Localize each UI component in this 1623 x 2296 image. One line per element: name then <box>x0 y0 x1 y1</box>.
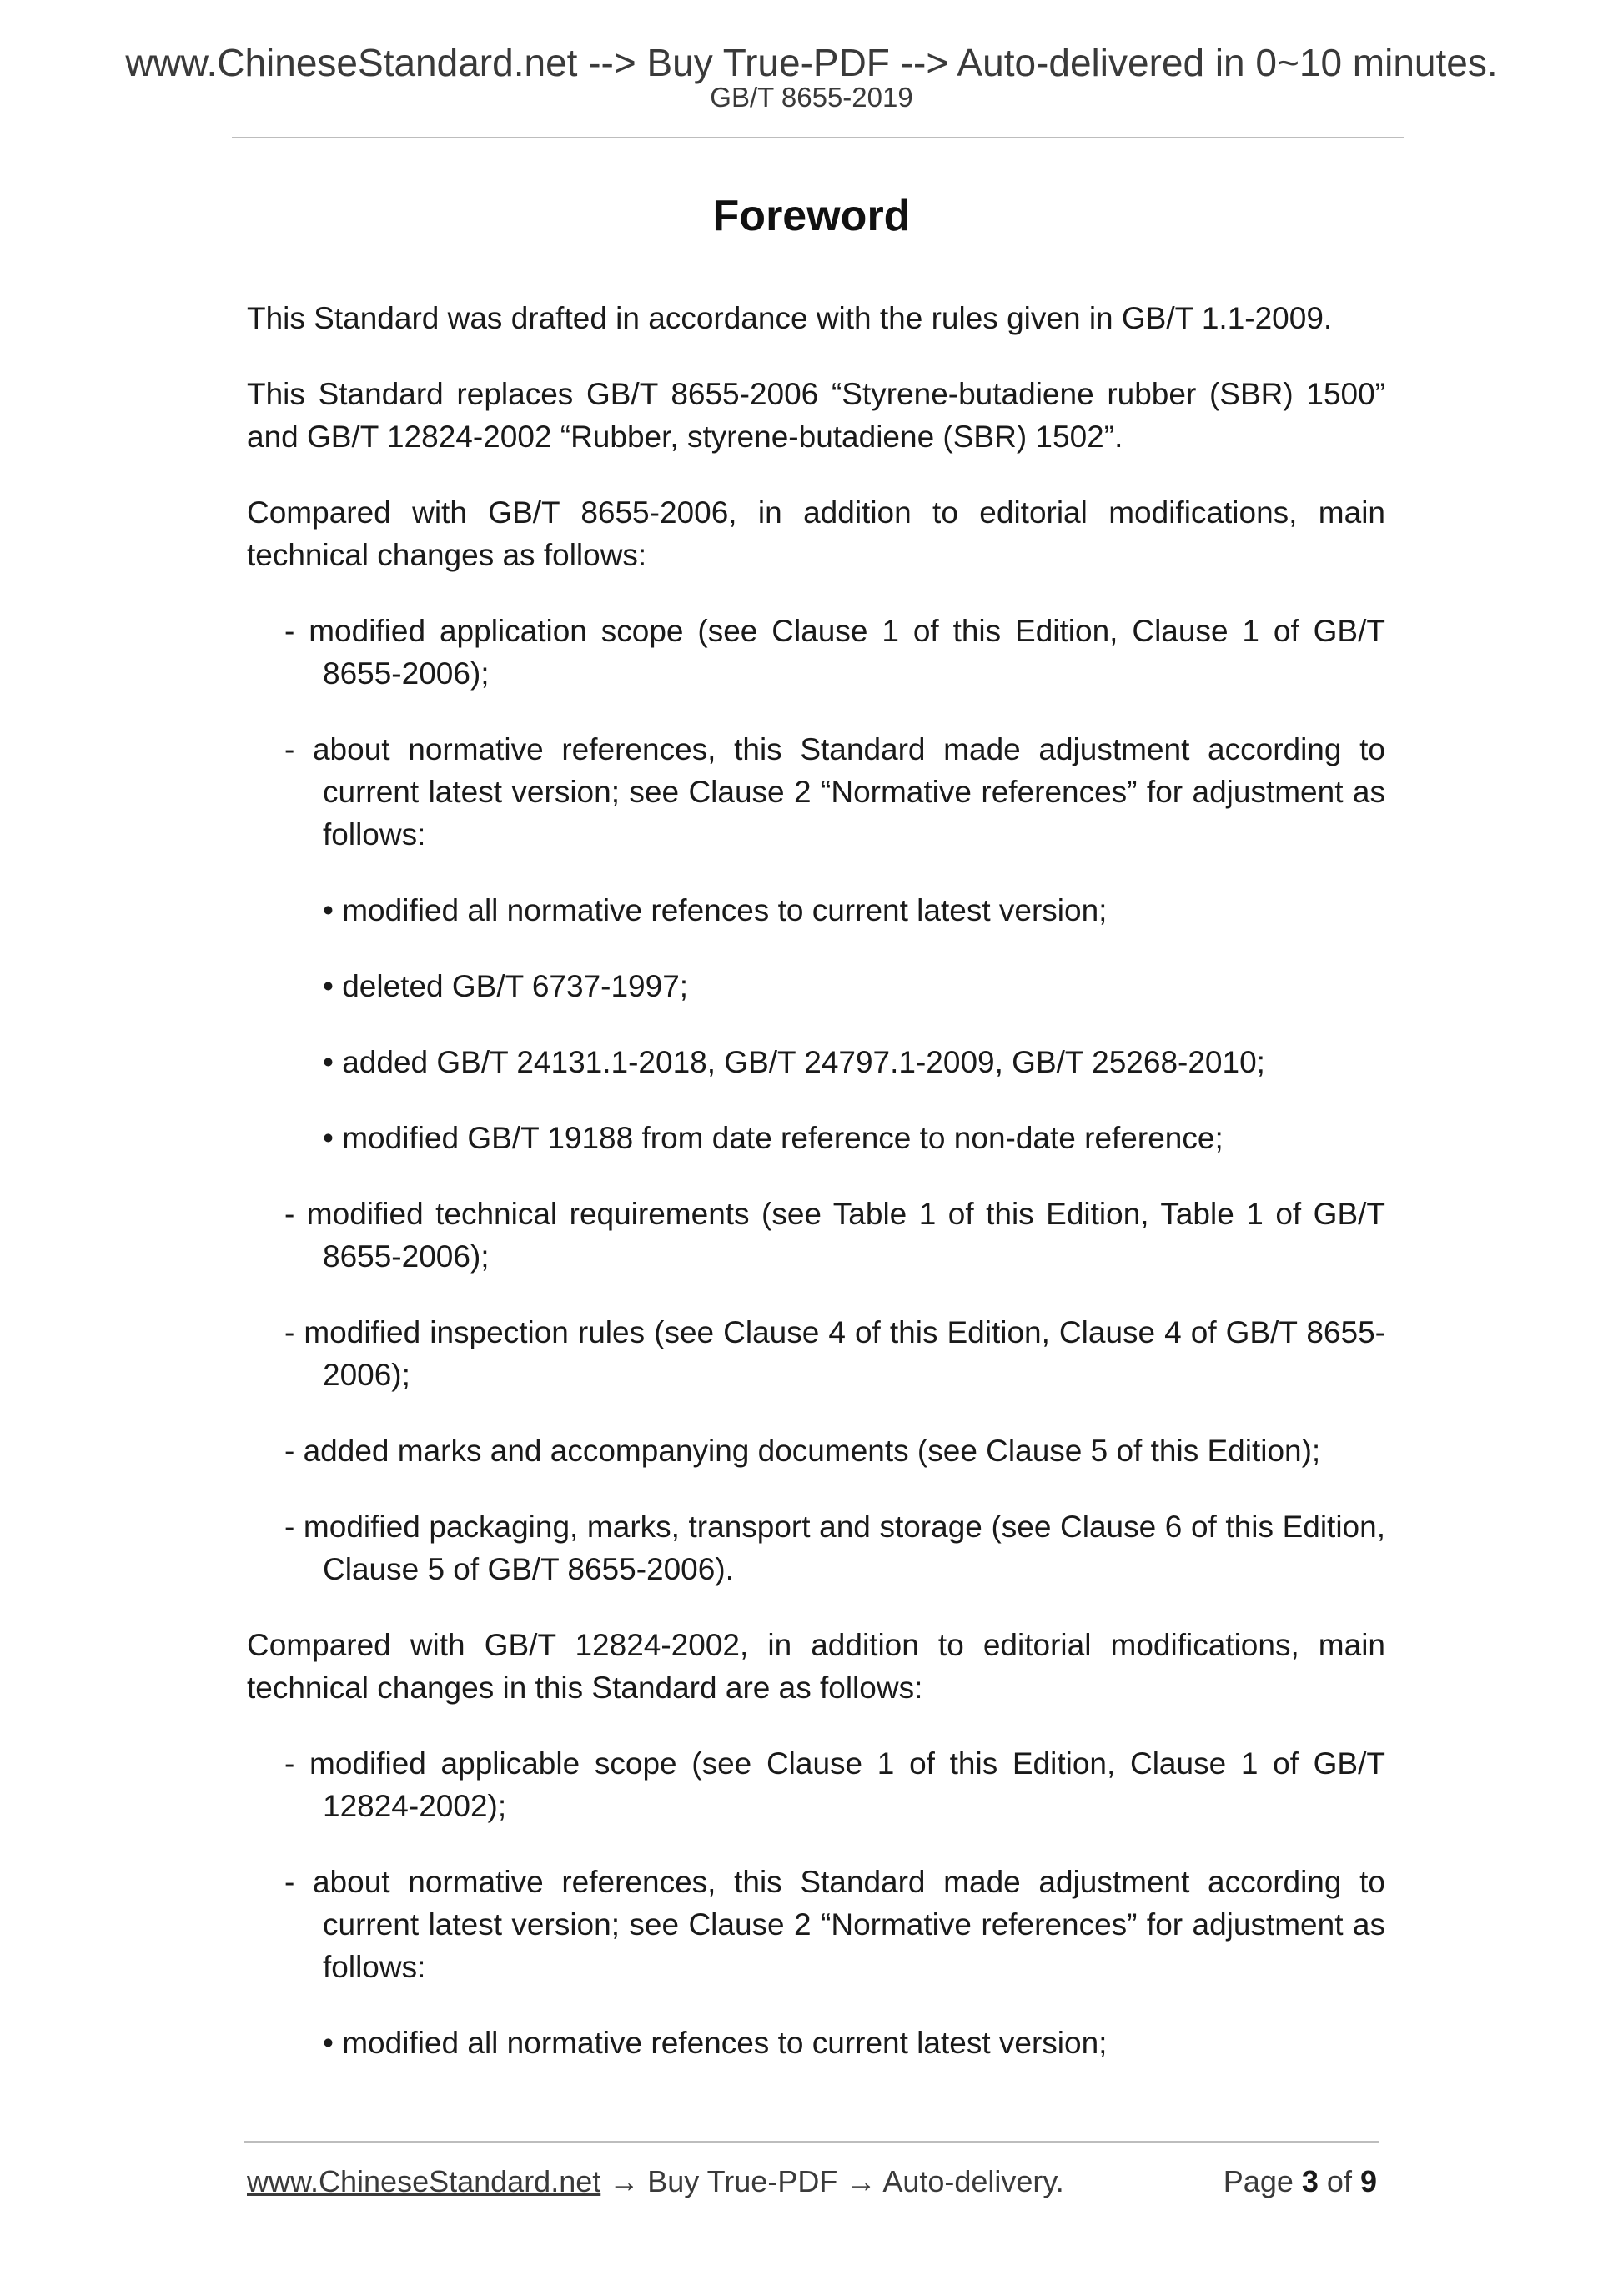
page-number <box>1224 2163 1377 2200</box>
document-body <box>247 297 1385 2098</box>
list-item: - modified packaging, marks, transport and storage (see Clause 6 of this Edition, Clause 5 of GB/T 8655-2006). <box>284 1510 1385 1586</box>
paragraph-replaces: This Standard replaces GB/T 8655-2006 “Styrene-butadiene rubber (SBR) 1500” and GB/T 12824-2002 “Rubber, styrene-butadiene (SBR) 1502”. <box>247 377 1385 454</box>
bullet-item: • modified all normative refences to current latest version; <box>323 2026 1108 2060</box>
footer-promo <box>247 2163 1064 2200</box>
paragraph-changes-8655: Compared with GB/T 8655-2006, in addition to editorial modifications, main technical changes as follows: <box>247 495 1385 572</box>
bullet-item: • deleted GB/T 6737-1997; <box>323 969 689 1003</box>
list-item: - about normative references, this Standard made adjustment according to current latest version; see Clause 2 “Normative references” for adjustment as follows: <box>284 732 1385 852</box>
paragraph-drafting-rules: This Standard was drafted in accordance with the rules given in GB/T 1.1-2009. <box>247 301 1333 335</box>
page-of: of <box>1326 2164 1352 2198</box>
paragraph-changes-12824: Compared with GB/T 12824-2002, in addition to editorial modifications, main technical changes in this Standard are as follows: <box>247 1628 1385 1705</box>
list-item: - added marks and accompanying documents (see Clause 5 of this Edition); <box>284 1434 1321 1468</box>
footer-divider <box>244 2141 1379 2143</box>
bullet-item: • modified all normative refences to current latest version; <box>323 893 1108 927</box>
changes-list-8655 <box>247 610 1385 1590</box>
bullet-item: • added GB/T 24131.1-2018, GB/T 24797.1-2009, GB/T 25268-2010; <box>323 1045 1265 1079</box>
page-label: Page <box>1223 2164 1294 2198</box>
list-item: - modified technical requirements (see Table 1 of this Edition, Table 1 of GB/T 8655-2006); <box>284 1197 1385 1274</box>
list-item: - modified applicable scope (see Clause 1 of this Edition, Clause 1 of GB/T 12824-2002); <box>284 1746 1385 1823</box>
list-item: - modified application scope (see Clause 1 of this Edition, Clause 1 of GB/T 8655-2006); <box>284 614 1385 691</box>
list-item: - modified inspection rules (see Clause 4 of this Edition, Clause 4 of GB/T 8655-2006); <box>284 1315 1385 1392</box>
changes-list-12824 <box>247 1742 1385 2064</box>
page-title: Foreword <box>712 192 911 240</box>
page-total: 9 <box>1359 2164 1377 2198</box>
document-code: GB/T 8655-2019 <box>710 82 913 113</box>
footer-promo-text: → Buy True-PDF → Auto-delivery. <box>600 2164 1064 2198</box>
top-banner: www.ChineseStandard.net --> Buy True-PDF --> Auto-delivered in 0~10 minutes. <box>125 41 1498 84</box>
footer-site-link[interactable]: www.ChineseStandard.net <box>247 2164 601 2198</box>
page-footer <box>247 2163 1377 2200</box>
page-current: 3 <box>1301 2164 1319 2198</box>
list-item: - about normative references, this Standard made adjustment according to current latest version; see Clause 2 “Normative references” for adjustment as follows: <box>284 1865 1385 1984</box>
header-divider <box>232 137 1404 138</box>
bullet-item: • modified GB/T 19188 from date reference to non-date reference; <box>323 1121 1224 1155</box>
